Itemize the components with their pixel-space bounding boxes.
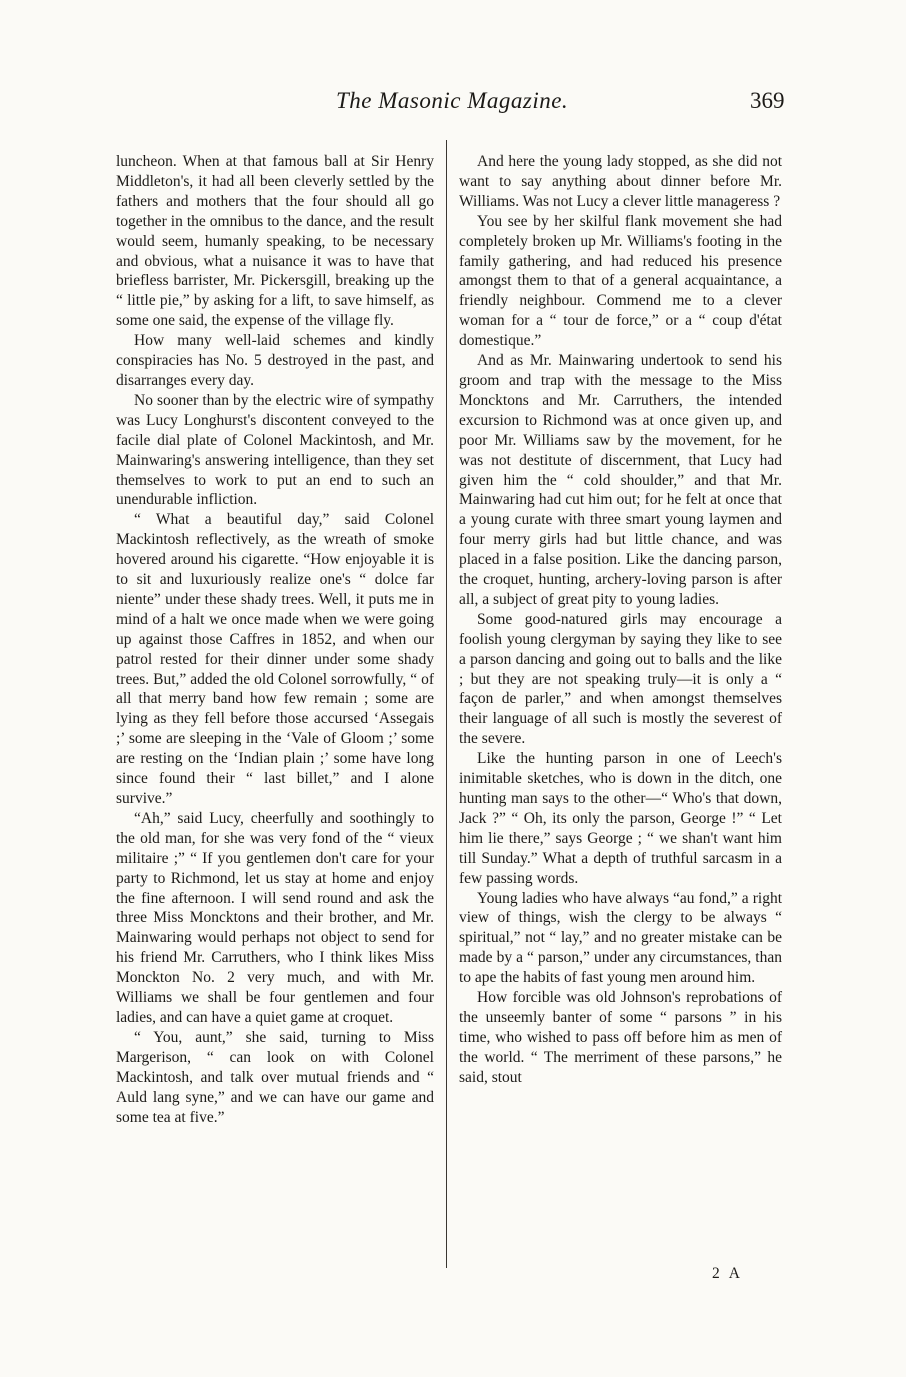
left-column bbox=[116, 152, 434, 1127]
paragraph: How forcible was old Johnson's reprobations of the unseemly banter of some “ parsons ” in his time, who wished to pass off before him as men of the world. “ The merriment of these parsons,” he said, stout bbox=[459, 989, 782, 1086]
paragraph: No sooner than by the electric wire of sympathy was Lucy Longhurst's discontent conveyed to the facile dial plate of Colonel Mackintosh, and Mr. Mainwaring's answering intelligence, than they set themselves to work to put an end to such an unendurable infliction. bbox=[116, 391, 434, 509]
page-header bbox=[0, 88, 906, 122]
paragraph: “Ah,” said Lucy, cheerfully and soothingly to the old man, for she was very fond of the “ vieux militaire ;” “ If you gentlemen don't care for your party to Richmond, let us stay at home and enjoy the fine afternoon. I will send round and ask the three Miss Moncktons and their brother, and Mr. Mainwaring would perhaps not object to send for his friend Mr. Carruthers, who I think likes Miss Monckton No. 2 very much, and with Mr. Williams we shall be four gentlemen and four ladies, and can have a quiet game at croquet. bbox=[116, 809, 434, 1026]
paragraph: “ You, aunt,” she said, turning to Miss Margerison, “ can look on with Colonel Mackintosh, and talk over mutual friends and “ Auld lang syne,” and we can have our game and some tea at five.” bbox=[116, 1028, 434, 1126]
paragraph: And as Mr. Mainwaring undertook to send his groom and trap with the message to the Miss Moncktons and Mr. Carruthers, the intended excursion to Richmond was at once given up, and poor Mr. Williams saw by the movement, for he was not destitute of discernment, that Lucy had given him the “ cold shoulder,” and that Mr. Mainwaring had cut him out; for he felt at once that a young curate with three smart young laymen and four merry girls had but little chance, and was placed in a false position. Like the dancing parson, the croquet, hunting, archery-loving parson is after all, a subject of great pity to young ladies. bbox=[459, 352, 782, 608]
paragraph: You see by her skilful flank movement she had completely broken up Mr. Williams's footing in the family gathering, and had reduced his presence amongst them to that of a general acquaintance, a friendly neighbour. Commend me to a clever woman for a “ tour de force,” or a “ coup d'état domestique.” bbox=[459, 212, 782, 350]
running-title: The Masonic Magazine. bbox=[336, 88, 569, 113]
column-divider bbox=[446, 140, 447, 1268]
paragraph: How many well-laid schemes and kindly conspiracies has No. 5 destroyed in the past, and disarranges every day. bbox=[116, 332, 434, 389]
paragraph: luncheon. When at that famous ball at Sir Henry Middleton's, it had all been cleverly settled by the fathers and mothers that the four should all go together in the omnibus to the dance, and the result would seem, humanly speaking, to be necessary and obvious, what a nuisance it was to have that briefless barrister, Mr. Pickersgill, breaking up the “ little pie,” by asking for a lift, to save himself, as some one said, the expense of the village fly. bbox=[116, 153, 434, 330]
paragraph: Young ladies who have always “au fond,” a right view of things, wish the clergy to be always “ spiritual,” not “ lay,” and no greater mistake can be made by a “ parson,” under any circumstances, than to ape the habits of fast young men around him. bbox=[459, 889, 782, 987]
page-number: 369 bbox=[750, 88, 785, 113]
paragraph: And here the young lady stopped, as she did not want to say anything about dinner before Mr. Williams. Was not Lucy a clever little manageress ? bbox=[459, 153, 782, 210]
paragraph: Some good-natured girls may encourage a foolish young clergyman by saying they like to see a parson dancing and going out to balls and the like ; but they are not speaking truly—it is only a “ façon de parler,” and when amongst themselves their language of all such is mostly the severest of the severe. bbox=[459, 610, 782, 748]
paragraph: Like the hunting parson in one of Leech's inimitable sketches, who is down in the ditch, one hunting man says to the other—“ Who's that down, Jack ?” “ Oh, its only the parson, George !” “ Let him lie there,” says George ; “ we shan't want him till Sunday.” What a depth of truthful sarcasm in a few passing words. bbox=[459, 750, 782, 887]
signature-mark: 2 A bbox=[712, 1265, 743, 1282]
paragraph: “ What a beautiful day,” said Colonel Mackintosh reflectively, as the wreath of smoke hovered around his cigarette. “How enjoyable it is to sit and luxuriously realize one's “ dolce far niente” under these shady trees. Well, it puts me in mind of a halt we once made when we were going up against those Caffres in 1852, and when our patrol rested for their dinner under some shady trees. But,” added the old Colonel sorrowfully, “ of all that merry band how few remain ; some are lying as they fell before those accursed ‘Assegais ;’ some are sleeping in the ‘Vale of Gloom ;’ some are resting on the ‘Indian plain ;’ some have long since found their “ last billet,” and I alone survive.” bbox=[116, 511, 434, 807]
right-column bbox=[459, 152, 782, 1088]
